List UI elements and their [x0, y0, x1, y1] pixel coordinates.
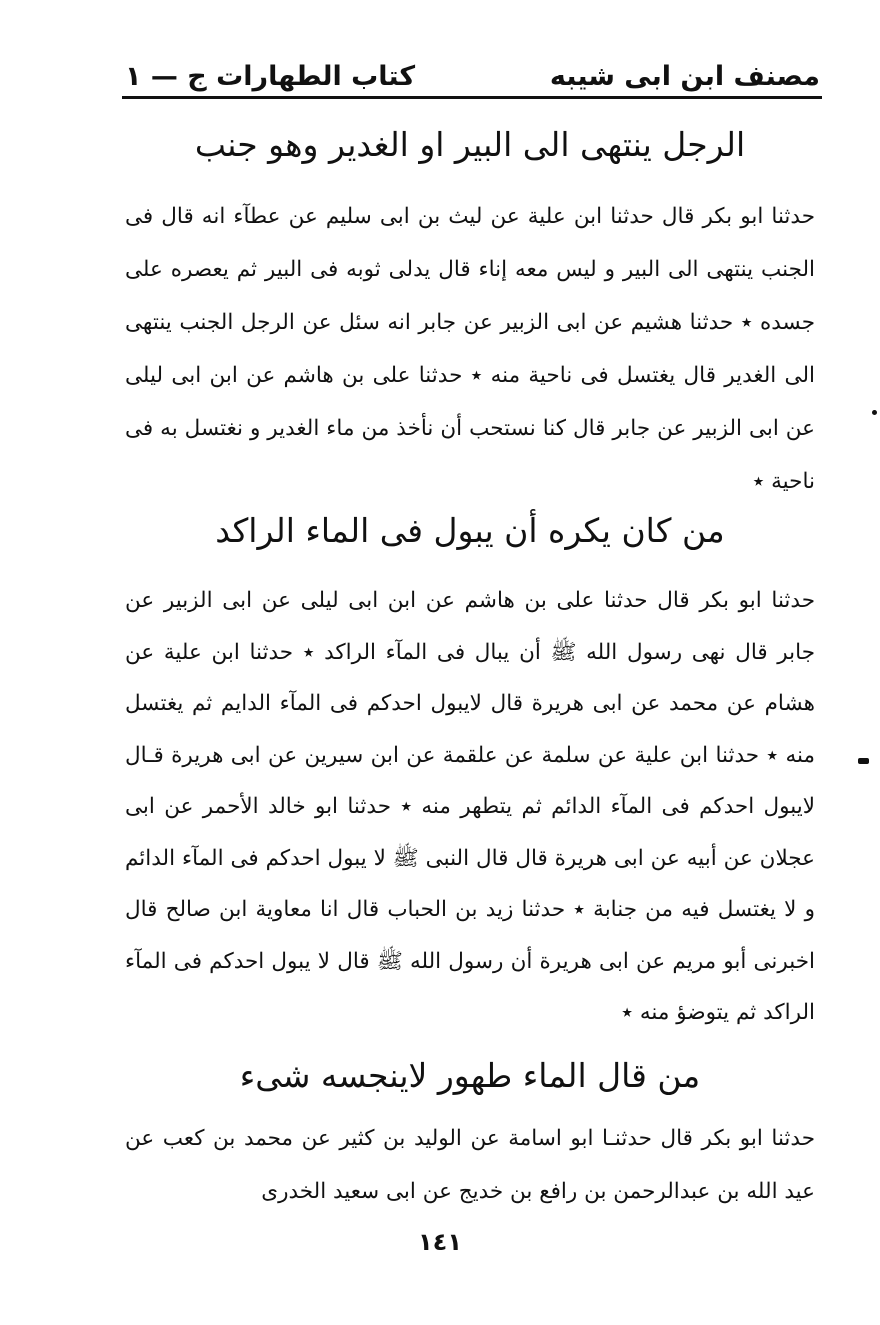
section-body: حدثنا ابو بكر قال حدثنا ابن علية عن ليث بن ابى سليم عن عطآء انه قال فى الجنب ينتهى الى البير و ليس معه إناء قال يدلى ثوبه فى البير ثم يعصره على جسده ٭ حدثنا هشيم عن ابى الزبير عن جابر انه سئل عن الرجل الجنب ينتهى الى الغدير قال يغتسل فى ناحية منه ٭ حدثنا على بن هاشم عن ابن ابى ليلى عن ابى الزبير عن جابر قال كنا نستحب أن نأخذ من ماء الغدير و نغتسل به فى ناحية ٭	[125, 204, 815, 494]
section-body: حدثنا ابو بكر قال حدثنا على بن هاشم عن ابن ابى ليلى عن ابى الزبير عن جابر قال نهى رسول الله ﷺ أن يبال فى المآء الراكد ٭ حدثنا ابن علية عن هشام عن محمد عن ابى هريرة قال لايبول احدكم فى المآء الدايم ثم يغتسل منه ٭ حدثنا ابن علية عن سلمة عن علقمة عن ابن سيرين عن ابى هريرة قـال لايبول احدكم فى المآء الدائم ثم يتطهر منه ٭ حدثنا ابو خالد الأحمر عن ابى عجلان عن أبيه عن ابى هريرة قال قال النبى ﷺ لا يبول احدكم فى المآء الدائم و لا يغتسل فيه من جنابة ٭ حدثنا زيد بن الحباب قال انا معاوية ابن صالح قال اخبرنى أبو مريم عن ابى هريرة أن رسول الله ﷺ قال لا يبول احدكم فى المآء الراكد ثم يتوضؤ منه ٭	[125, 588, 815, 1025]
section-body: حدثنا ابو بكر قال حدثنـا ابو اسامة عن الوليد بن كثير عن محمد بن كعب عن عيد الله بن عبدالرحمن بن رافع بن خديج عن ابى سعيد الخدرى	[125, 1126, 815, 1204]
chapter-heading: من قال الماء طهور لاينجسه شىء	[239, 1056, 701, 1095]
margin-ink-dot	[872, 410, 877, 415]
margin-ink-mark	[858, 758, 869, 764]
running-header	[125, 44, 820, 94]
header-rule	[122, 96, 822, 99]
page-number: ١٤١	[418, 1228, 462, 1256]
chapter-heading: من كان يكره أن يبول فى الماء الراكد	[215, 511, 725, 550]
book-title: مصنف ابن ابى شيبه	[549, 60, 820, 92]
section-reference: كتاب الطهارات ج — ١	[125, 60, 416, 92]
chapter-heading: الرجل ينتهى الى البير او الغدير وهو جنب	[194, 125, 746, 164]
